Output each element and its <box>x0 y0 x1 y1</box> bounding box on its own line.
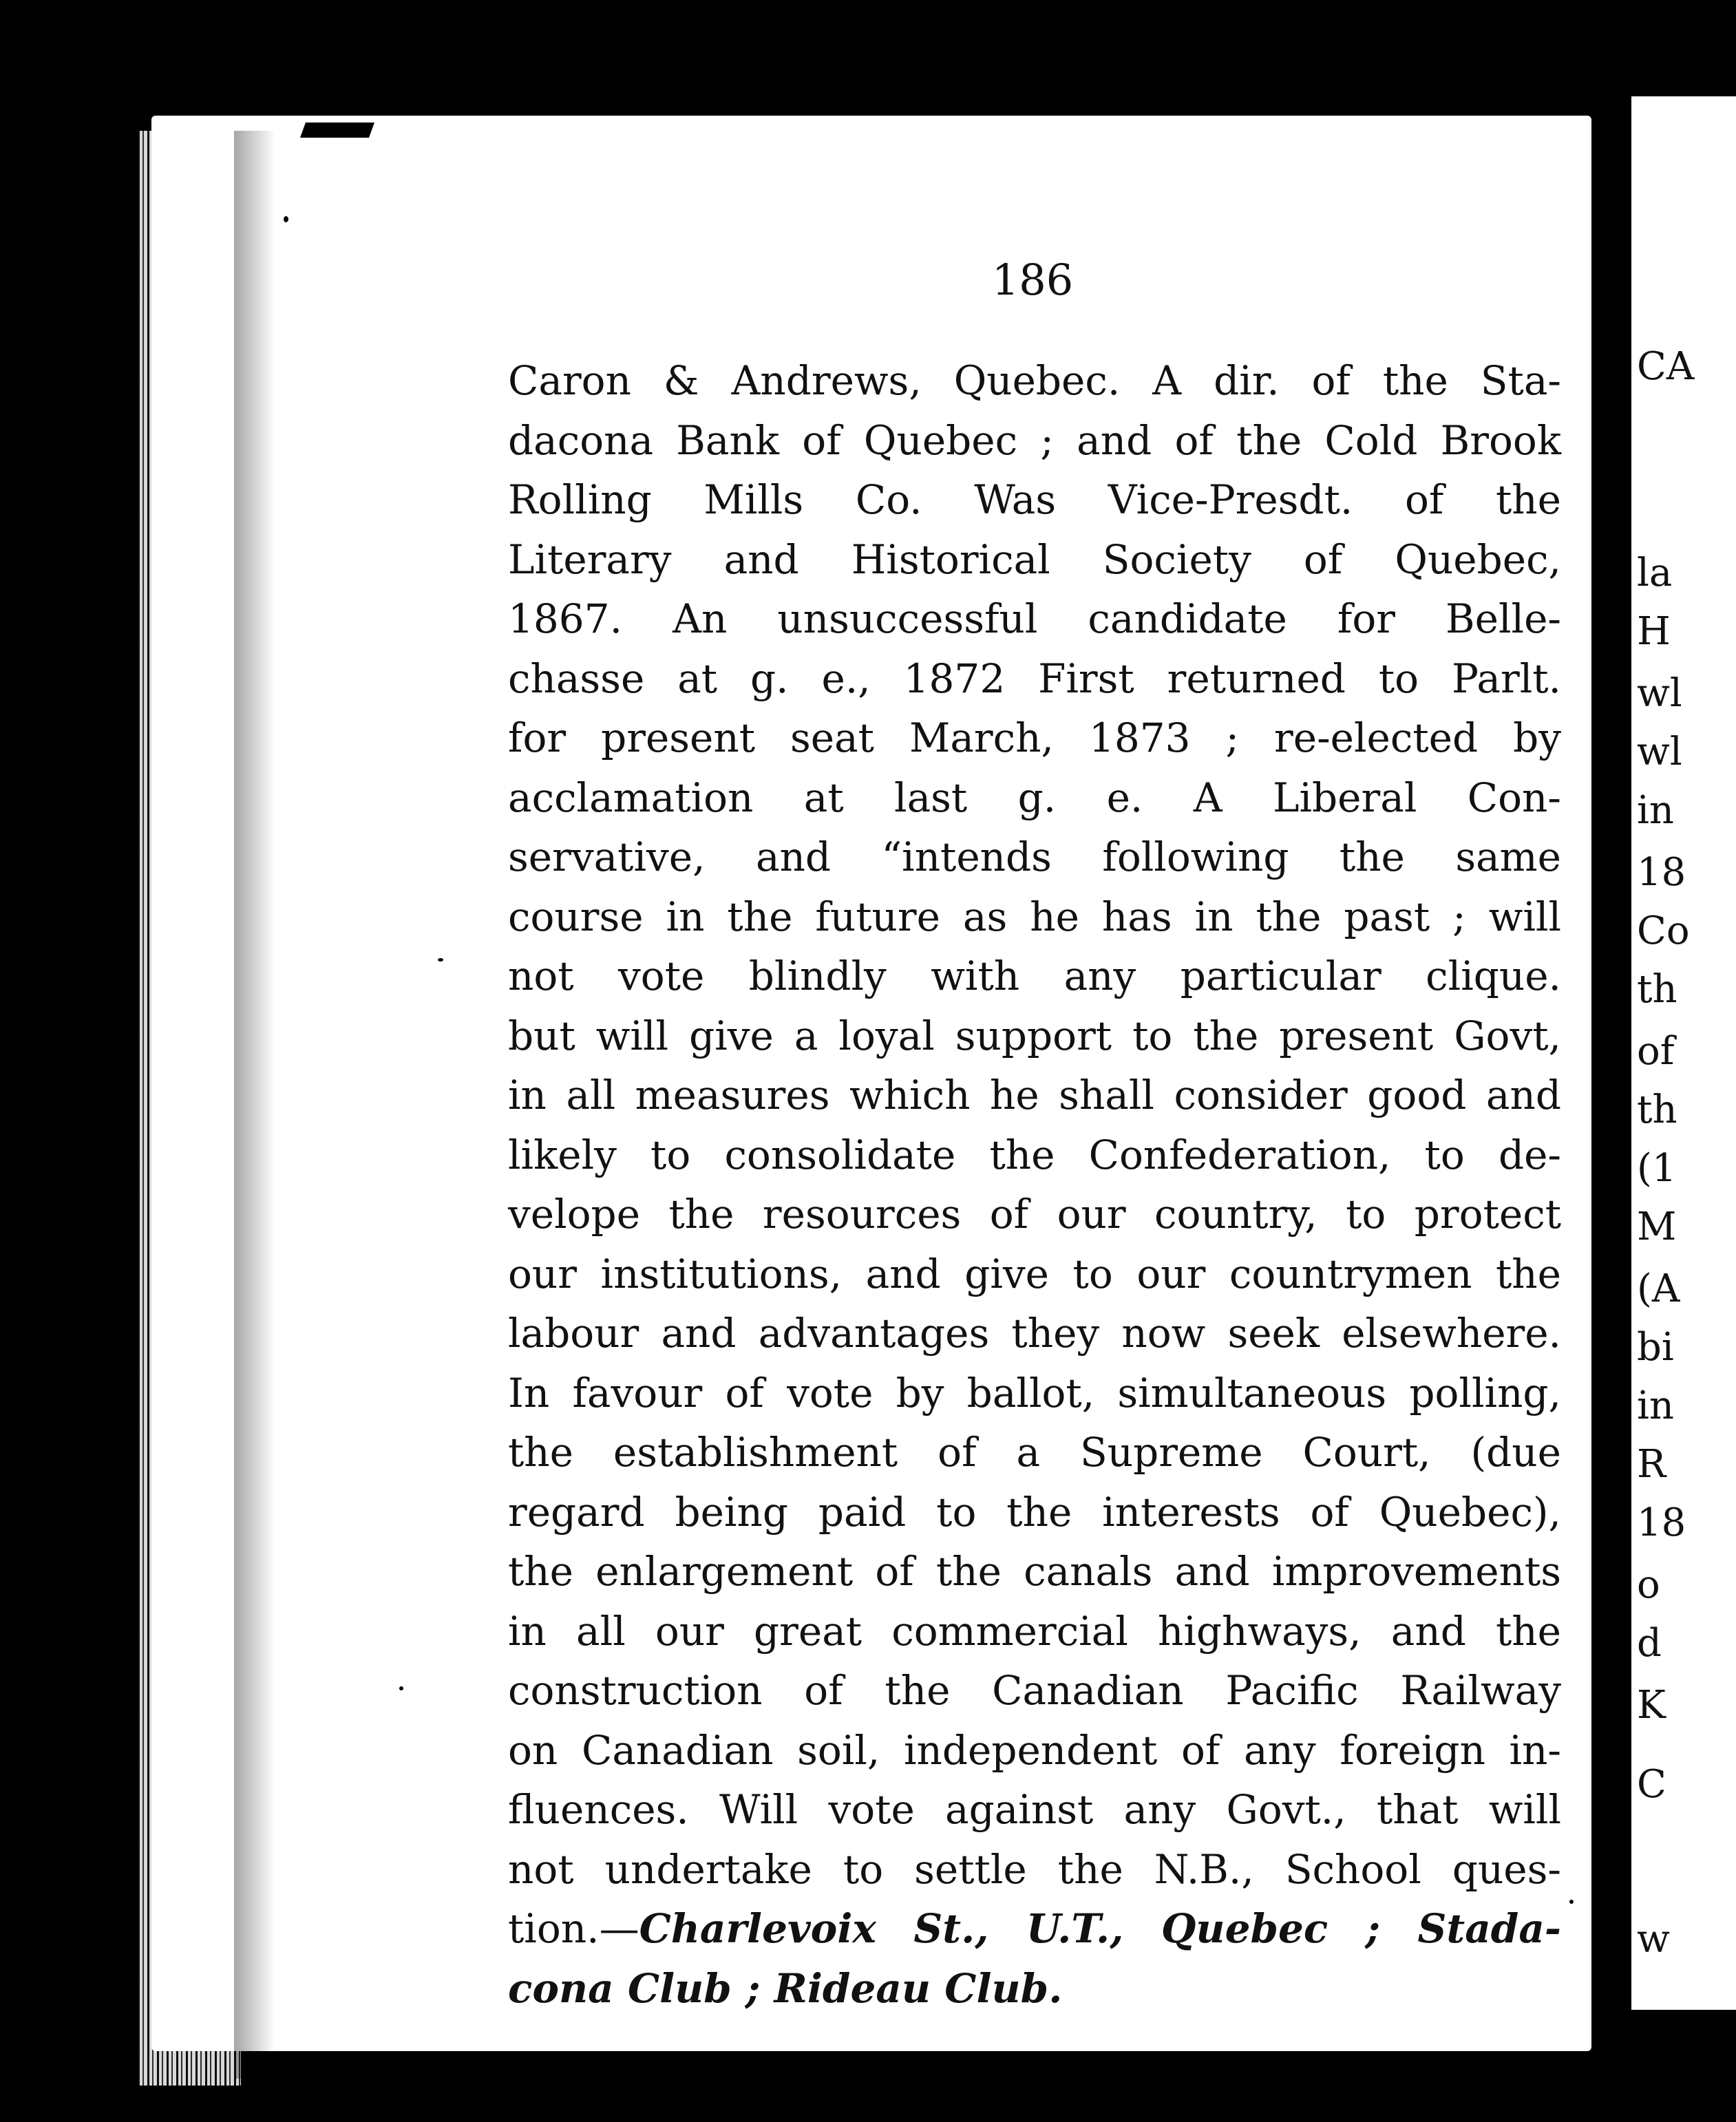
text-line: our institutions, and give to our countrymen the <box>508 1250 1561 1297</box>
adjacent-page-fragment: o <box>1637 1562 1660 1607</box>
adjacent-page-fragment: th <box>1637 967 1677 1012</box>
clubs-text: cona Club ; Rideau Club. <box>508 1964 1063 2012</box>
text-line: Caron & Andrews, Quebec. A dir. of the Sta- <box>508 357 1561 404</box>
print-speck <box>284 216 288 222</box>
print-speck <box>399 1686 403 1690</box>
biography-text <box>508 351 1561 2018</box>
adjacent-page-fragment: R <box>1637 1442 1666 1487</box>
adjacent-page-fragment: in <box>1637 1383 1674 1428</box>
gutter-shadow <box>234 131 275 2079</box>
adjacent-page-fragment: H <box>1637 609 1671 654</box>
adjacent-page-fragment: 18 <box>1637 1500 1686 1545</box>
text-line: dacona Bank of Quebec ; and of the Cold Brook <box>508 416 1561 464</box>
adjacent-page-fragment: (1 <box>1637 1146 1677 1191</box>
closing-line <box>508 1899 1561 1959</box>
closing-plain: tion.— <box>508 1905 639 1952</box>
adjacent-page-fragment: M <box>1637 1205 1677 1249</box>
adjacent-page-fragment: d <box>1637 1621 1662 1666</box>
adjacent-page-fragment: CA <box>1637 344 1695 389</box>
adjacent-page-fragment: C <box>1637 1762 1666 1807</box>
text-line: regard being paid to the interests of Quebec), <box>508 1488 1561 1536</box>
adjacent-page-fragment: w <box>1637 1917 1670 1962</box>
page-divider <box>1596 96 1631 2024</box>
text-line: In favour of vote by ballot, simultaneous polling, <box>508 1369 1561 1417</box>
adjacent-page-fragment: K <box>1637 1683 1666 1728</box>
text-line: for present seat March, 1873 ; re-elected by <box>508 714 1561 761</box>
adjacent-page-fragment: Co <box>1637 909 1690 953</box>
text-line: acclamation at last g. e. A Liberal Con- <box>508 774 1561 821</box>
text-line: likely to consolidate the Confederation, to de- <box>508 1131 1561 1178</box>
adjacent-page-fragment: la <box>1637 551 1673 595</box>
text-line: the establishment of a Supreme Court, (due <box>508 1429 1561 1476</box>
text-line: not undertake to settle the N.B., School ques- <box>508 1845 1561 1893</box>
text-line: in all measures which he shall consider good and <box>508 1072 1561 1118</box>
adjacent-page-fragment: th <box>1637 1087 1677 1132</box>
text-line: on Canadian soil, independent of any foreign in- <box>508 1726 1561 1774</box>
text-line: Rolling Mills Co. Was Vice-Presdt. of the <box>508 476 1561 523</box>
text-line: in all our great commercial highways, and the <box>508 1607 1561 1655</box>
adjacent-page-fragment: wl <box>1637 671 1682 716</box>
text-line: but will give a loyal support to the present Govt, <box>508 1012 1561 1059</box>
adjacent-page-fragment: bi <box>1637 1325 1674 1370</box>
text-line: labour and advantages they now seek elsewhere. <box>508 1310 1561 1357</box>
text-line: 1867. An unsuccessful candidate for Belle- <box>508 595 1561 642</box>
text-line: course in the future as he has in the past ; will <box>508 893 1561 940</box>
adjacent-page-fragment: (A <box>1637 1266 1680 1311</box>
print-speck <box>438 958 443 962</box>
adjacent-page-fragment: 18 <box>1637 850 1686 895</box>
text-line: not vote blindly with any particular clique. <box>508 953 1561 999</box>
text-line: Literary and Historical Society of Quebec, <box>508 535 1561 583</box>
adjacent-page-fragment: in <box>1637 788 1674 833</box>
closing-line <box>508 1959 1561 2019</box>
text-line: the enlargement of the canals and improvements <box>508 1548 1561 1595</box>
text-line: construction of the Canadian Pacific Railway <box>508 1667 1561 1714</box>
text-line: servative, and “intends following the same <box>508 834 1561 880</box>
text-line: velope the resources of our country, to protect <box>508 1191 1561 1238</box>
print-speck <box>1569 1900 1574 1904</box>
page-edge-mark <box>300 123 374 138</box>
adjacent-page-fragment: of <box>1637 1029 1675 1074</box>
text-line: fluences. Will vote against any Govt., that will <box>508 1786 1561 1833</box>
text-line: chasse at g. e., 1872 First returned to Parlt. <box>508 655 1561 702</box>
adjacent-page-fragment: wl <box>1637 730 1682 774</box>
page-number: 186 <box>991 255 1074 305</box>
address-text: Charlevoix St., U.T., Quebec ; Stada- <box>639 1905 1561 1952</box>
